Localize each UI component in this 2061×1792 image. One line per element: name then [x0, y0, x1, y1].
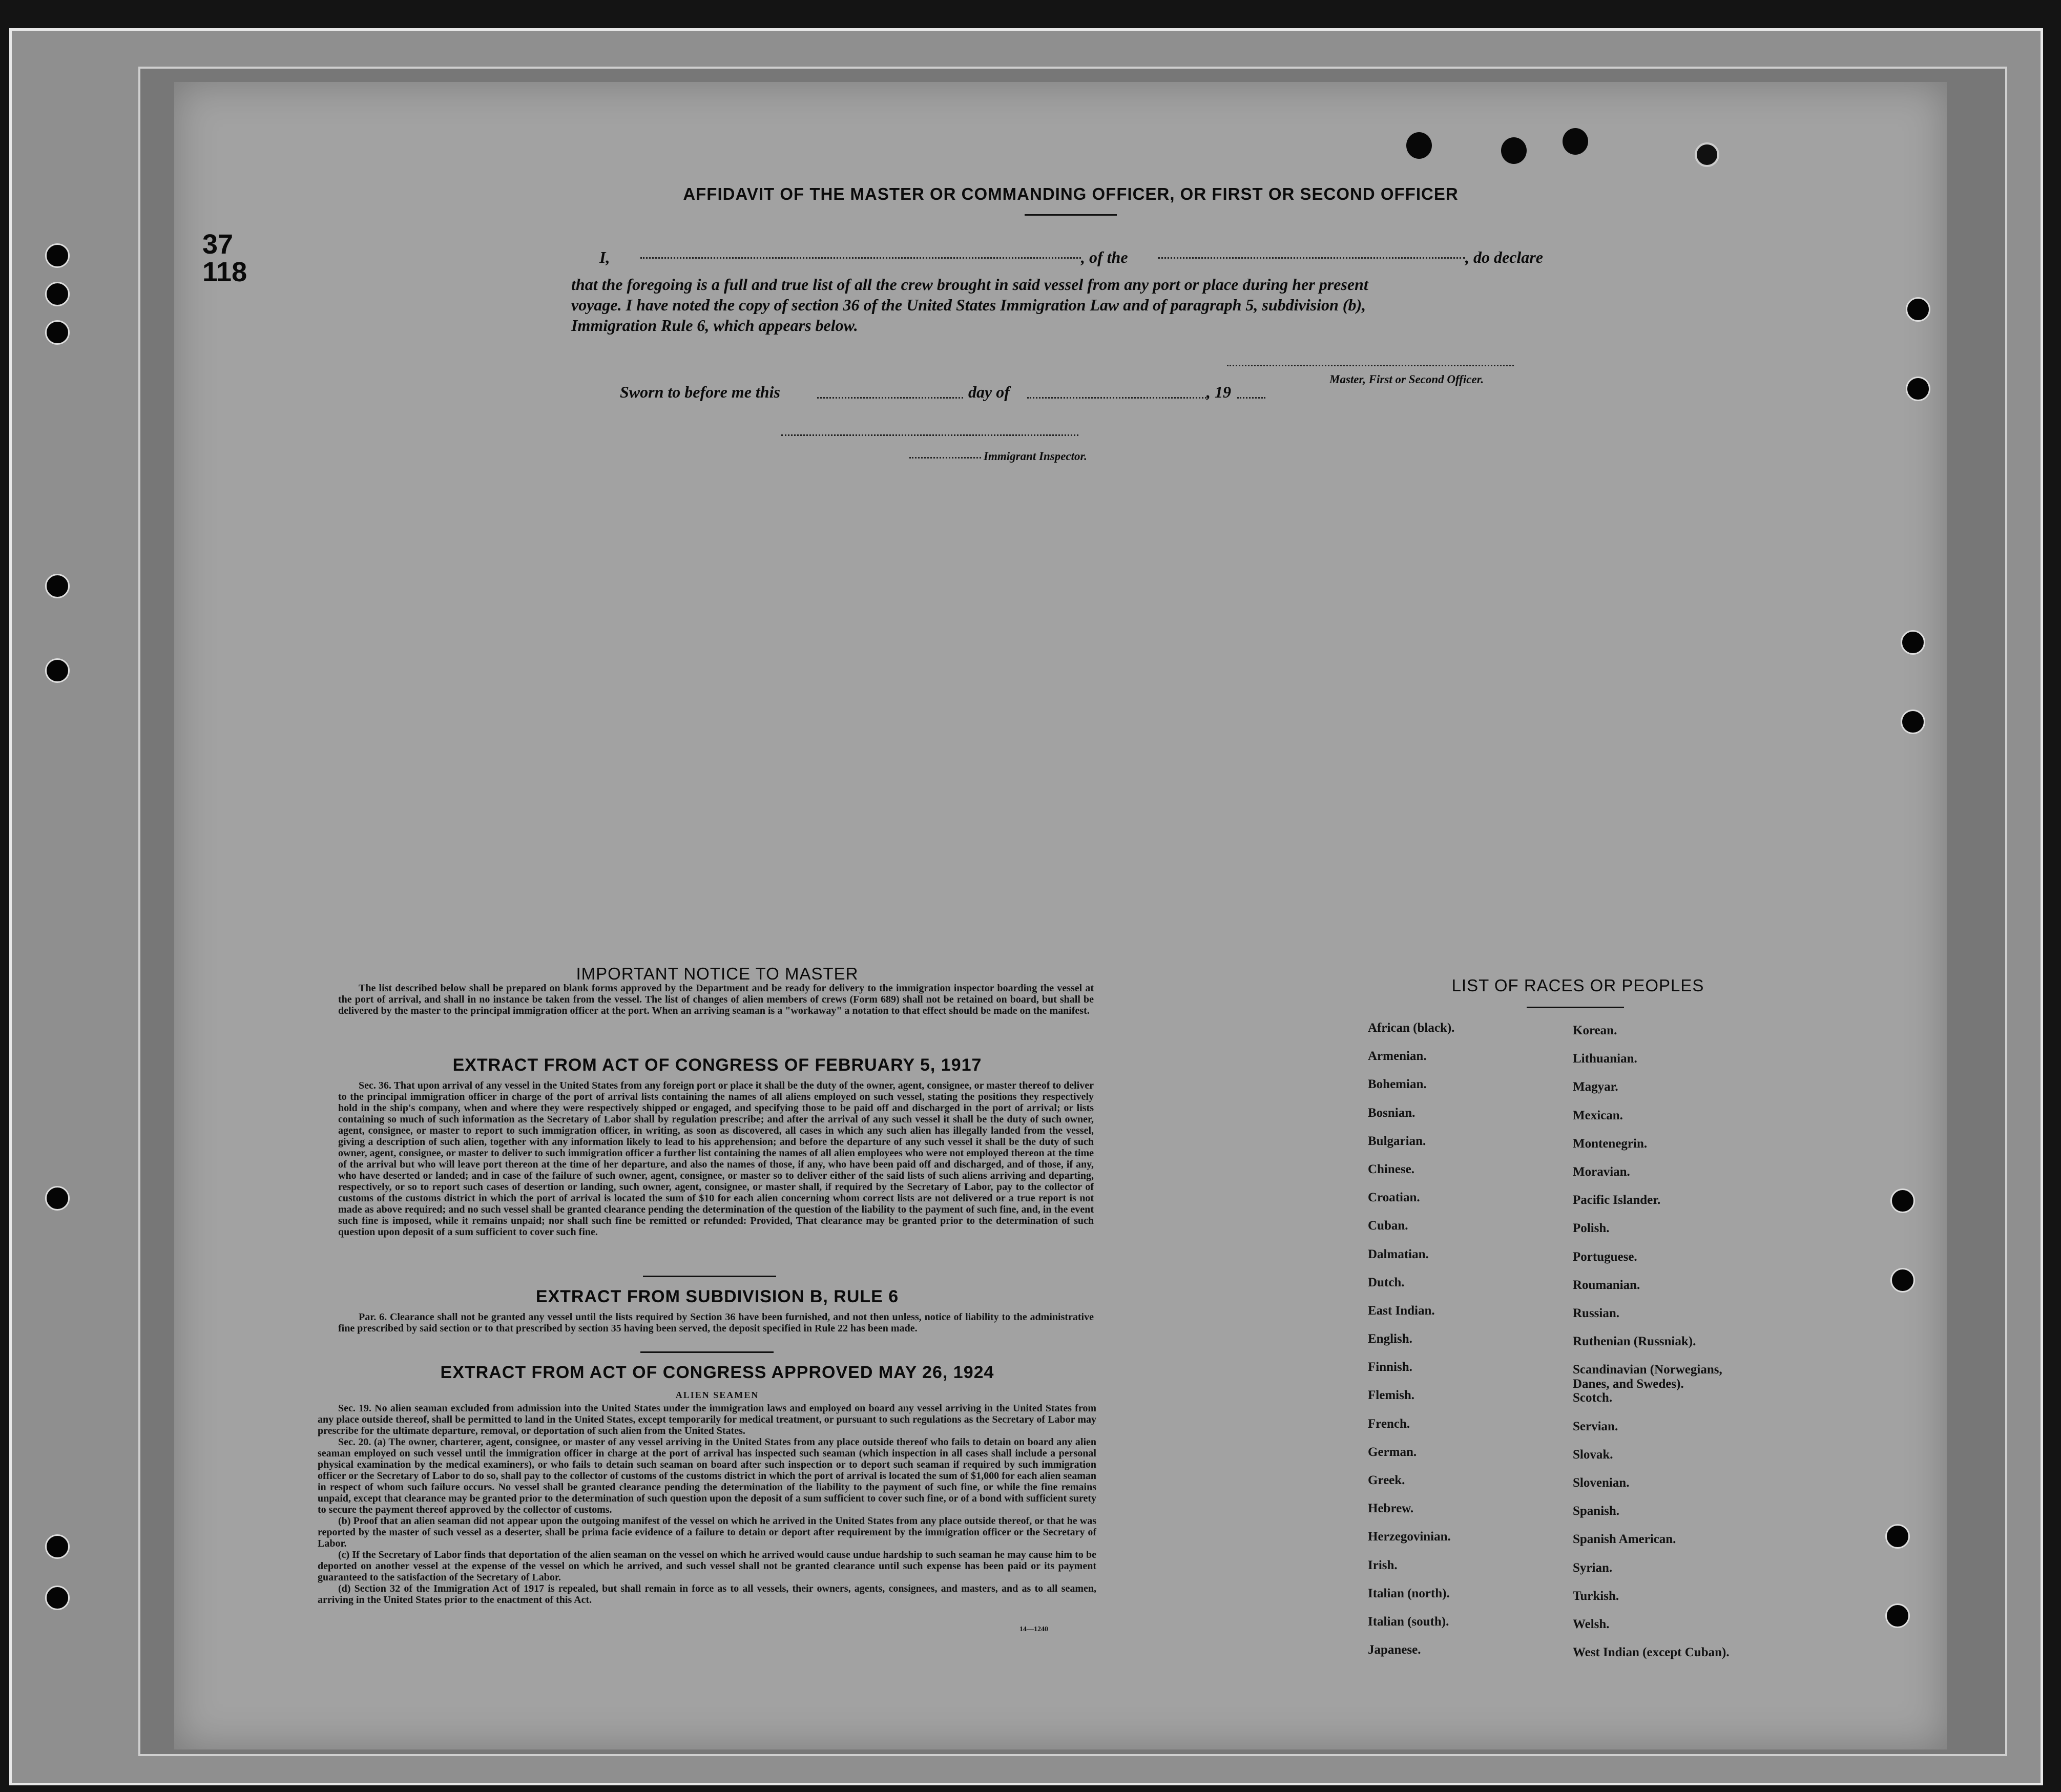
- affidavit-line-3: voyage. I have noted the copy of section 36 of the United States Immigration Law and of paragraph 5, subdivision (b),: [571, 296, 1366, 314]
- race-item: Polish.: [1573, 1221, 1610, 1236]
- binder-hole-left-8: [45, 1586, 70, 1610]
- race-item: Italian (north).: [1368, 1586, 1450, 1600]
- sworn-year-blank: [1237, 397, 1265, 399]
- punch-hole-1: [1406, 132, 1432, 159]
- binder-hole-right-7: [1885, 1524, 1910, 1549]
- binder-hole-right-2: [1906, 377, 1930, 401]
- affidavit-line-4: Immigration Rule 6, which appears below.: [571, 316, 858, 335]
- sworn-prefix: Sworn to before me this: [620, 383, 780, 401]
- race-item: Spanish American.: [1573, 1532, 1676, 1547]
- sworn-year: , 19: [1206, 383, 1231, 401]
- form-number: 14—1240: [1019, 1626, 1048, 1633]
- race-item: Japanese.: [1368, 1643, 1421, 1657]
- inspector-signature-line: [781, 434, 1078, 436]
- race-item: Lithuanian.: [1573, 1052, 1637, 1066]
- extract-1917-text: Sec. 36. That upon arrival of any vessel in the United States from any foreign port or place it shall be the duty of the owner, agent, consignee, or master thereof to deliver to the principal immigration officer in charge of the port of arrival lists containing the names of all aliens employed on such vessel, stating the positions they respectively hold in the ship's company, when and where they were respectively shipped or engaged, and specifying those to be paid off and discharged in the port of arrival; or lists containing so much of such information as the Secretary of Labor shall by regulation prescribe; and after the arrival of any such vessel it shall be the duty of such owner, agent, consignee, or master to report to such immigration officer, in writing, as soon as discovered, all cases in which any such alien has illegally landed from the vessel, giving a description of such alien, together with any information likely to lead to his apprehension; and before the departure of any such vessel it shall be the duty of such owner, agent, consignee, or master to deliver to such immigration officer a further list containing the names of all alien employees who were not employed thereon at the time of the arrival but who will leave port thereon at the time of her departure, and also the names of those, if any, who have been paid off and discharged, and of those, if any, who have deserted or landed; and in case of the failure of such owner, agent, consignee, or master so to deliver either of the said lists of such aliens arriving and departing, respectively, or so to report such cases of desertion or landing, such owner, agent, consignee, or master shall, if required by the Secretary of Labor, pay to the collector of customs of the customs district in which the port of arrival is located the sum of $10 for each alien concerning whom correct lists are not delivered or a true report is not made as above required; and no such vessel shall be granted clearance pending the determination of the question of the liability to the payment of such fine, and, in the event such fine is imposed, while it remains unpaid; nor shall such fine be remitted or refunded: Provided, That clearance may be granted prior to the determination of such question upon deposit of a sum sufficient to cover such fine.: [338, 1080, 1094, 1238]
- race-item: Portuguese.: [1573, 1249, 1637, 1264]
- race-item: Croatian.: [1368, 1191, 1420, 1205]
- master-signature-label: Master, First or Second Officer.: [1329, 373, 1484, 386]
- extract-1924-text: [318, 1403, 1096, 1606]
- affidavit-do-declare-label: , do declare: [1465, 248, 1543, 266]
- races-title-rule: [1527, 1007, 1624, 1008]
- race-item: Bulgarian.: [1368, 1134, 1426, 1148]
- race-item: Finnish.: [1368, 1360, 1412, 1374]
- race-item: Montenegrin.: [1573, 1136, 1648, 1151]
- sworn-day-of: day of: [968, 383, 1010, 401]
- extract-1924-paragraph: Sec. 19. No alien seaman excluded from admission into the United States under the immigration laws and employed on board any vessel arriving in the United States from any place outside thereof, shall be permitted to land in the United States, except temporarily for medical treatment, or pursuant to such regulations as the Secretary of Labor may prescribe for the ultimate departure, removal, or deportation of such alien from the United States.: [318, 1403, 1096, 1436]
- race-item: Dutch.: [1368, 1275, 1405, 1289]
- master-signature-line: [1227, 365, 1514, 366]
- race-item: Scandinavian (Norwegians, Danes, and Swedes).: [1573, 1363, 1722, 1391]
- affidavit-name-blank: [640, 257, 1081, 259]
- extract-1924-title: EXTRACT FROM ACT OF CONGRESS APPROVED MAY 26, 1924: [440, 1363, 994, 1382]
- binder-hole-right-8: [1885, 1603, 1910, 1628]
- race-item: Cuban.: [1368, 1219, 1408, 1233]
- sworn-date-blank: [817, 397, 963, 399]
- binder-hole-left-6: [45, 1186, 70, 1211]
- race-item: Turkish.: [1573, 1589, 1619, 1603]
- affidavit-vessel-blank: [1158, 257, 1465, 259]
- inspector-label: Immigrant Inspector.: [984, 450, 1087, 463]
- race-item: Syrian.: [1573, 1560, 1613, 1575]
- affidavit-of-the-label: , of the: [1081, 248, 1128, 266]
- race-item: English.: [1368, 1332, 1412, 1346]
- race-item: Servian.: [1573, 1419, 1618, 1433]
- extract-1924-paragraph: Sec. 20. (a) The owner, charterer, agent, consignee, or master of any vessel arriving in the United States from any place outside thereof who fails to detain on board any alien seaman employed on such vessel until the immigration officer in charge at the port of arrival has inspected such seaman (which inspection in all cases shall include a personal physical examination by the medical examiners), or who fails to detain such seaman on board after such inspection or to deport such seaman if required by such immigration officer or the Secretary of Labor to do so, shall pay to the collector of customs of the customs district in which the port of arrival is located the sum of $1,000 for each alien seaman in respect of whom such failure occurs. No vessel shall be granted clearance pending the determination of the liability to the payment of such fine, or while the fine remains unpaid, except that clearance may be granted prior to the determination of such question upon the deposit of a sum sufficient to cover such fine, or of a bond with sufficient surety to secure the payment thereof approved by the collector of customs.: [318, 1436, 1096, 1515]
- race-item: Russian.: [1573, 1306, 1620, 1320]
- binder-hole-right-1: [1906, 297, 1930, 322]
- extract-rule6-rule: [640, 1351, 774, 1353]
- race-item: Irish.: [1368, 1558, 1398, 1572]
- race-item: Dalmatian.: [1368, 1247, 1429, 1261]
- punch-hole-4: [1695, 142, 1719, 167]
- extract-rule6-text: Par. 6. Clearance shall not be granted any vessel until the lists required by Section 36 have been furnished, and not then unless, notice of liability to the administrative fine prescribed by said section or to that prescribed by section 35 having been served, the deposit specified in Rule 22 has been made.: [338, 1311, 1094, 1334]
- race-item: Italian (south).: [1368, 1614, 1449, 1629]
- binder-hole-left-7: [45, 1534, 70, 1559]
- binder-hole-left-4: [45, 574, 70, 598]
- punch-hole-2: [1501, 137, 1527, 164]
- races-right-column: [1573, 1024, 1742, 1674]
- binder-hole-left-2: [45, 282, 70, 306]
- races-title: LIST OF RACES OR PEOPLES: [1451, 976, 1704, 995]
- race-item: Flemish.: [1368, 1388, 1414, 1403]
- extract-1917-title: EXTRACT FROM ACT OF CONGRESS OF FEBRUARY 5, 1917: [452, 1055, 982, 1075]
- race-item: West Indian (except Cuban).: [1573, 1645, 1730, 1660]
- affidavit-title-rule: [1025, 214, 1117, 216]
- binder-hole-left-3: [45, 320, 70, 345]
- binder-hole-left-1: [45, 243, 70, 268]
- race-item: Greek.: [1368, 1473, 1405, 1487]
- binder-hole-left-5: [45, 658, 70, 683]
- race-item: Bohemian.: [1368, 1077, 1427, 1092]
- race-item: Mexican.: [1573, 1108, 1623, 1122]
- extract-1924-paragraph: (b) Proof that an alien seaman did not appear upon the outgoing manifest of the vessel on which he arrived in the United States from any place outside thereof, or that he was reported by the master of such vessel as a deserter, shall be prima facie evidence of a failure to detain or deport after requirement by the immigration officer or the Secretary of Labor.: [318, 1515, 1096, 1549]
- extract-1924-paragraph: (d) Section 32 of the Immigration Act of 1917 is repealed, but shall remain in force as to all vessels, their owners, agents, consignees, and masters, and as to all seamen, arriving in the United States prior to the enactment of this Act.: [318, 1583, 1096, 1606]
- race-item: Armenian.: [1368, 1049, 1427, 1064]
- race-item: Hebrew.: [1368, 1502, 1414, 1516]
- extract-1924-paragraph: (c) If the Secretary of Labor finds that deportation of the alien seaman on the vessel on which he arrived would cause undue hardship to such seaman he may cause him to be deported on another vessel at the expense of the vessel on which he arrived, and such vessel shall not be granted clearance until such expense has been paid or its payment guaranteed to the satisfaction of the Secretary of Labor.: [318, 1549, 1096, 1583]
- race-item: Chinese.: [1368, 1162, 1414, 1176]
- extract-1924-subtitle: ALIEN SEAMEN: [675, 1390, 759, 1400]
- notice-title: IMPORTANT NOTICE TO MASTER: [576, 964, 859, 983]
- extract-1917-rule: [643, 1276, 776, 1277]
- race-item: Pacific Islander.: [1573, 1193, 1661, 1207]
- margin-number: 37 118: [202, 229, 247, 287]
- race-item: Welsh.: [1573, 1617, 1610, 1631]
- inspector-short-line: [909, 457, 981, 459]
- affidavit-title: AFFIDAVIT OF THE MASTER OR COMMANDING OFFICER, OR FIRST OR SECOND OFFICER: [683, 184, 1459, 203]
- race-item: Spanish.: [1573, 1504, 1620, 1518]
- race-item: German.: [1368, 1445, 1417, 1459]
- race-item: Magyar.: [1573, 1080, 1618, 1094]
- race-item: Roumanian.: [1573, 1278, 1640, 1292]
- race-item: African (black).: [1368, 1021, 1455, 1035]
- notice-text: The list described below shall be prepared on blank forms approved by the Department and be ready for delivery to the immigration inspector boarding the vessel at the port of arrival, and shall in no instance be taken from the vessel. The list of changes of alien members of crews (Form 689) shall not be retained on board, but shall be delivered by the master to the principal immigration officer at the port. When an arriving seaman is a "workaway" a notation to that effect should be made on the manifest.: [338, 983, 1094, 1016]
- binder-hole-right-6: [1890, 1268, 1915, 1293]
- punch-hole-3: [1563, 128, 1588, 155]
- race-item: Slovak.: [1573, 1447, 1613, 1462]
- race-item: Scotch.: [1573, 1391, 1613, 1405]
- race-item: Slovenian.: [1573, 1476, 1630, 1490]
- sworn-month-blank: [1027, 397, 1206, 399]
- binder-hole-right-3: [1901, 630, 1925, 655]
- race-item: Herzegovinian.: [1368, 1530, 1451, 1544]
- binder-hole-right-4: [1901, 710, 1925, 734]
- race-item: Bosnian.: [1368, 1106, 1415, 1120]
- extract-rule6-title: EXTRACT FROM SUBDIVISION B, RULE 6: [535, 1287, 899, 1306]
- race-item: Moravian.: [1573, 1164, 1630, 1179]
- binder-hole-right-5: [1890, 1189, 1915, 1213]
- affidavit-line-1: I,: [599, 248, 610, 266]
- affidavit-line-2: that the foregoing is a full and true list of all the crew brought in said vessel from any port or place during her present: [571, 275, 1368, 294]
- race-item: Korean.: [1573, 1024, 1617, 1037]
- race-item: East Indian.: [1368, 1303, 1435, 1318]
- race-item: Ruthenian (Russniak).: [1573, 1335, 1696, 1349]
- races-left-column: [1368, 1021, 1454, 1671]
- race-item: French.: [1368, 1416, 1410, 1431]
